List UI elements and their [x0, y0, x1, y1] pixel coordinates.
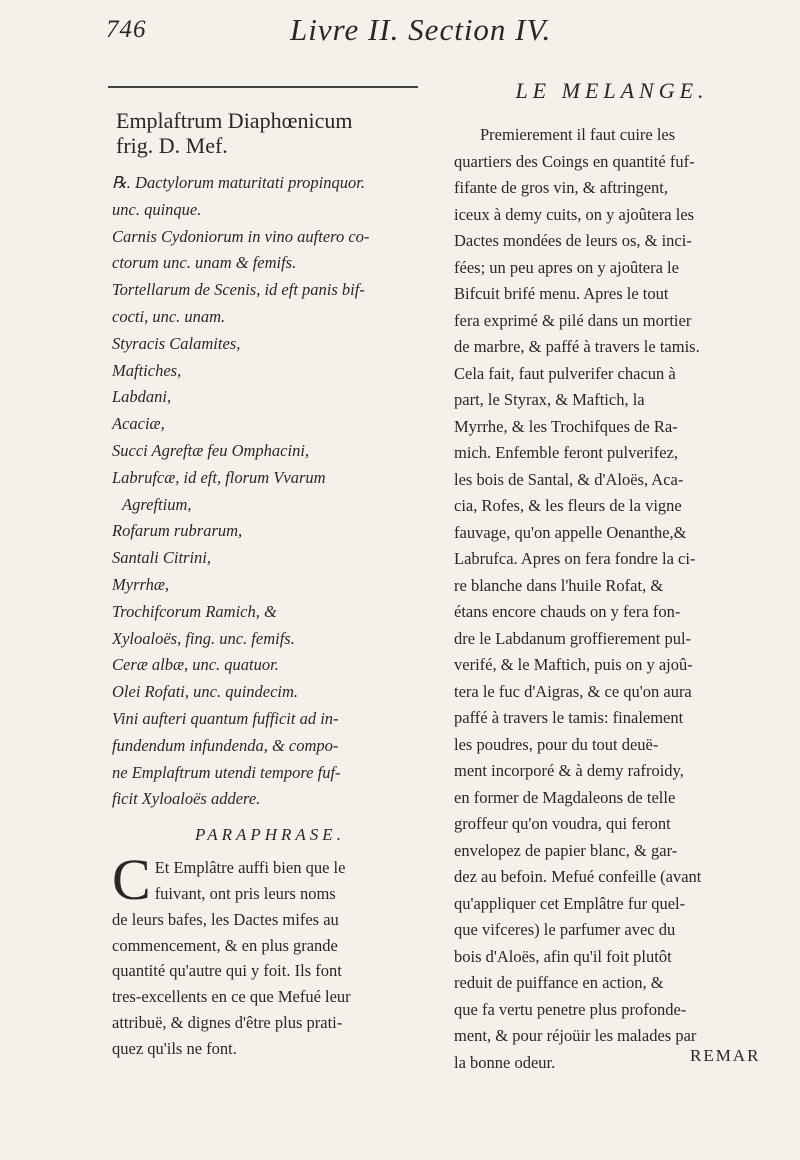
melange-line: Labrufca. Apres on fera fondre la ci- — [454, 549, 696, 568]
melange-line: reduit de puiffance en action, & — [454, 973, 664, 992]
recipe-title-line: frig. D. Mef. — [116, 133, 228, 158]
melange-line: fifante de gros vin, & aftringent, — [454, 178, 668, 197]
melange-line: fera exprimé & pilé dans un mortier — [454, 310, 692, 330]
recipe-line: Trochifcorum Ramich, & — [112, 601, 277, 621]
melange-line: groffeur qu'on voudra, qui feront — [454, 814, 671, 833]
paraphrase-line: quantité qu'autre qui y foit. Ils font — [112, 961, 342, 981]
recipe-line: Labrufcæ, id eft, florum Vvarum — [112, 467, 326, 487]
drop-cap: C — [112, 847, 151, 913]
melange-line: dre le Labdanum groffierement pul- — [454, 628, 692, 648]
recipe-line: Acaciæ, — [112, 414, 165, 434]
melange-line: mich. Enfemble feront pulverifez, — [454, 443, 679, 462]
paraphrase-line: quez qu'ils ne font. — [112, 1038, 237, 1058]
melange-line: envelopez de papier blanc, & gar- — [454, 840, 678, 860]
recipe-line: Vini aufteri quantum fufficit ad in- — [112, 708, 339, 728]
recipe-line: Carnis Cydoniorum in vino auftero co- — [112, 226, 370, 246]
recipe-line: Rofarum rubrarum, — [112, 521, 243, 541]
recipe-line: ficit Xyloaloës addere. — [112, 789, 261, 809]
recipe-line: fundendum infundenda, & compo- — [112, 735, 339, 755]
melange-line: re blanche dans l'huile Rofat, & — [454, 575, 664, 595]
melange-line: verifé, & le Maftich, puis on y ajoû- — [454, 655, 693, 674]
paraphrase-line: attribuë, & dignes d'être plus prati- — [112, 1012, 343, 1032]
melange-line: iceux à demy cuits, on y ajoûtera les — [454, 204, 695, 224]
recipe-line: ℞. Dactylorum maturitati propinquor. — [112, 173, 365, 192]
recipe-line: Olei Rofati, unc. quindecim. — [112, 682, 299, 702]
recipe-line: Santali Citrini, — [112, 548, 212, 568]
melange-line: Myrrhe, & les Trochifques de Ra- — [454, 416, 678, 436]
paraphrase-line: de leurs bafes, les Dactes mifes au — [112, 909, 339, 929]
recipe-line: unc. quinque. — [112, 199, 202, 219]
paraphrase-heading: PARAPHRASE. — [195, 825, 345, 845]
page-number: 746 — [106, 16, 147, 43]
recipe-line: Agreftium, — [122, 494, 192, 514]
recipe-line: Tortellarum de Scenis, id eft panis bif- — [112, 280, 365, 300]
header-rule — [108, 86, 418, 88]
melange-line: les bois de Santal, & d'Aloës, Aca- — [454, 469, 684, 489]
melange-line: ment incorporé & à demy rafroidy, — [454, 761, 684, 780]
melange-line: les poudres, pour du tout deuë- — [454, 734, 659, 754]
melange-line: part, le Styrax, & Maftich, la — [454, 390, 645, 409]
recipe-line: Xyloaloës, fing. unc. femifs. — [112, 628, 295, 648]
melange-line: quartiers des Coings en quantité fuf- — [454, 151, 695, 171]
recipe-line: Maftiches, — [112, 360, 182, 380]
paraphrase-line: commencement, & en plus grande — [112, 935, 338, 955]
melange-line: cia, Rofes, & les fleurs de la vigne — [454, 496, 682, 515]
recipe-line: ctorum unc. unam & femifs. — [112, 253, 297, 273]
melange-line: Premierement il faut cuire les — [480, 125, 676, 144]
running-title: Livre II. Section IV. — [290, 12, 552, 47]
melange-line: bois d'Aloës, afin qu'il foit plutôt — [454, 946, 672, 966]
catchword: REMAR — [690, 1046, 761, 1065]
right-column — [454, 78, 770, 1076]
recipe-line: cocti, unc. unam. — [112, 306, 226, 326]
melange-text — [454, 122, 770, 1076]
melange-line: Dactes mondées de leurs os, & inci- — [454, 231, 692, 250]
melange-heading: LE MELANGE. — [515, 78, 709, 103]
melange-line: que fa vertu penetre plus profonde- — [454, 999, 687, 1019]
recipe-line: Styracis Calamites, — [112, 333, 241, 353]
recipe-line: Succi Agreftæ feu Omphacini, — [112, 440, 310, 460]
melange-line: Bifcuit brifé menu. Apres le tout — [454, 284, 669, 303]
paraphrase-line: Et Emplâtre auffi bien que le — [154, 858, 346, 878]
melange-line: ment, & pour réjoüir les malades par — [454, 1026, 697, 1045]
paraphrase-line: fuivant, ont pris leurs noms — [154, 883, 336, 903]
recipe-line: Ceræ albæ, unc. quatuor. — [112, 655, 279, 675]
recipe-title — [116, 108, 428, 158]
melange-line: Cela fait, faut pulverifer chacun à — [454, 363, 676, 383]
recipe-line: Myrrhæ, — [112, 574, 169, 594]
melange-line: fées; un peu apres on y ajoûtera le — [454, 257, 679, 277]
melange-line: fauvage, qu'on appelle Oenanthe,& — [454, 522, 687, 542]
melange-line: que vifceres) le parfumer avec du — [454, 920, 676, 939]
recipe-ingredients — [112, 170, 428, 813]
left-column — [112, 108, 428, 1062]
melange-line: la bonne odeur. — [454, 1052, 556, 1072]
melange-line: tera le fuc d'Aigras, & ce qu'on aura — [454, 681, 692, 701]
melange-line: paffé à travers le tamis: finalement — [454, 708, 684, 727]
melange-line: qu'appliquer cet Emplâtre fur quel- — [454, 893, 686, 913]
melange-line: dez au befoin. Mefué confeille (avant — [454, 867, 702, 886]
recipe-line: Labdani, — [112, 387, 172, 407]
melange-line: de marbre, & paffé à travers le tamis. — [454, 337, 700, 356]
melange-line: en former de Magdaleons de telle — [454, 787, 676, 807]
paraphrase-line: tres-excellents en ce que Mefué leur — [112, 987, 351, 1007]
paraphrase-text — [112, 847, 428, 1061]
recipe-title-line: Emplaftrum Diaphœnicum — [116, 108, 353, 133]
melange-line: étans encore chauds on y fera fon- — [454, 602, 681, 621]
recipe-line: ne Emplaftrum utendi tempore fuf- — [112, 762, 341, 782]
